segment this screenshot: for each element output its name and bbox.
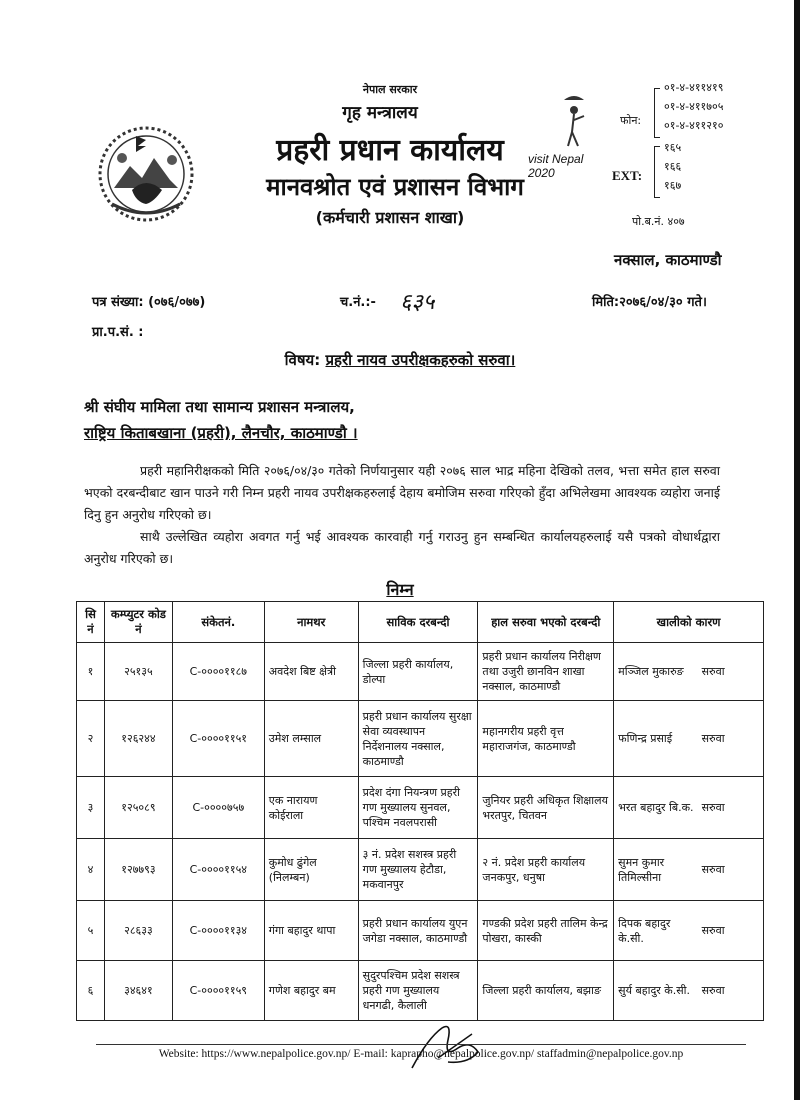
recipient-line: राष्ट्रिय किताबखाना (प्रहरी), लैनचौर, काठमाण्डौ । [84, 424, 358, 442]
cell-sn: ४ [77, 839, 105, 901]
visit-nepal-text: visit Nepal 2020 [528, 152, 584, 180]
previous-reference: प्रा.प.सं. : [92, 325, 144, 340]
column-header: हाल सरुवा भएको दरबन्दी [478, 602, 614, 643]
office-location: नक्साल, काठमाण्डौ [614, 251, 722, 269]
column-header: संकेतनं. [172, 602, 264, 643]
cell-sanket: C-००००११३४ [172, 901, 264, 961]
cell-vacancy-type: सरुवा [698, 643, 764, 701]
table-row [77, 701, 764, 777]
phone-number: ०१-४-४११२१० [664, 119, 724, 132]
cell-sanket: C-००००११८७ [172, 643, 264, 701]
cell-code: १२७७९३ [104, 839, 172, 901]
cell-sanket: C-००००७५७ [172, 777, 264, 839]
cell-code: २८६३३ [104, 901, 172, 961]
extension-number: १६६ [664, 160, 682, 173]
cell-name: गणेश बहादुर बम [264, 961, 358, 1021]
cell-current-post: २ नं. प्रदेश प्रहरी कार्यालय जनकपुर, धनुषा [478, 839, 614, 901]
subject-text: प्रहरी नायव उपरीक्षकहरुको सरुवा। [325, 351, 516, 369]
cell-vacancy-type: सरुवा [698, 901, 764, 961]
cell-code: २५१३५ [104, 643, 172, 701]
phone-number: ०१-४-४११४१९ [664, 81, 724, 94]
scan-edge [794, 0, 800, 1100]
ext-bracket [654, 146, 660, 198]
subject-label: विषय: [284, 351, 321, 369]
ministry-name: गृह मन्त्रालय [342, 103, 418, 123]
cell-current-post: जुनियर प्रहरी अधिकृत शिक्षालय भरतपुर, चितवन [478, 777, 614, 839]
cell-sanket: C-००००११५१ [172, 701, 264, 777]
letter-date: मिति:२०७६/०४/३० गते। [592, 295, 707, 310]
table-row [77, 777, 764, 839]
cell-sanket: C-००००११५४ [172, 839, 264, 901]
cell-vacancy-person: सुमन कुमार तिमिल्सीना [614, 839, 698, 901]
cell-vacancy-type: सरुवा [698, 839, 764, 901]
subject-line [0, 350, 800, 370]
po-box: पो.ब.नं. ४०७ [632, 215, 685, 228]
cell-vacancy-person: मञ्जिल मुकारुङ [614, 643, 698, 701]
footer-contact: Website: https://www.nepalpolice.gov.np/ E-mail: kaprapho@nepalpolice.gov.np/ staffadmin@nepalpolice.gov.np [158, 1048, 684, 1060]
cell-previous-post: सुदुरपश्चिम प्रदेश सशस्त्र प्रहरी गण मुख्यालय धनगढी, कैलाली [358, 961, 478, 1021]
column-header: सि नं [77, 602, 105, 643]
cell-name: कुमोध ढुंगेल (निलम्बन) [264, 839, 358, 901]
cell-sn: ६ [77, 961, 105, 1021]
cell-code: १२६२४४ [104, 701, 172, 777]
body-paragraph: प्रहरी महानिरीक्षकको मिति २०७६/०४/३० गतेको निर्णयानुसार यही २०७६ साल भाद्र महिना देखिको तलव, भत्ता समेत हाल सरुवा भएको दरबन्दीबाट खान पाउने गरी निम्न प्रहरी नायव उपरीक्षकहरुलाई देहाय बमोजिम सरुवा गरिएको हुँदा अभिलेखमा आवश्यक व्यहोरा जनाई दिनु हुन अनुरोध गरिएको छ। [84, 463, 720, 522]
cell-vacancy-type: सरुवा [698, 961, 764, 1021]
extension-list [664, 138, 681, 195]
cell-vacancy-person: भरत बहादुर बि.क. [614, 777, 698, 839]
table-row [77, 839, 764, 901]
phone-label: फोन: [620, 114, 642, 127]
table-row [77, 961, 764, 1021]
transfer-table [76, 601, 764, 1021]
cell-name: उमेश लम्साल [264, 701, 358, 777]
cell-code: १२५०८९ [104, 777, 172, 839]
branch-name: (कर्मचारी प्रशासन शाखा) [315, 208, 465, 227]
table-heading [0, 578, 800, 600]
cell-previous-post: प्रहरी प्रधान कार्यालय सुरक्षा सेवा व्यवस्थापन निर्देशनालय नक्साल, काठमाण्डौ [358, 701, 478, 777]
cell-previous-post: प्रदेश दंगा नियन्त्रण प्रहरी गण मुख्यालय सुनवल, पश्चिम नवलपरासी [358, 777, 478, 839]
dispatch-label: च.नं.:- [340, 295, 376, 310]
table-header-row [77, 602, 764, 643]
column-header: खालीको कारण [614, 602, 764, 643]
column-header: कम्प्युटर कोड नं [104, 602, 172, 643]
cell-sn: ५ [77, 901, 105, 961]
phone-bracket [654, 88, 660, 138]
phone-list [664, 78, 723, 135]
table-heading-text: निम्न [386, 580, 414, 599]
cell-sanket: C-००००११५९ [172, 961, 264, 1021]
table-row [77, 901, 764, 961]
recipient-line: श्री संघीय मामिला तथा सामान्य प्रशासन मन्त्रालय, [84, 398, 355, 416]
cell-sn: ३ [77, 777, 105, 839]
cell-vacancy-type: सरुवा [698, 701, 764, 777]
cell-name: एक नारायण कोईराला [264, 777, 358, 839]
country-name: नेपाल सरकार [362, 83, 418, 96]
nepal-emblem-icon [92, 118, 200, 230]
cell-vacancy-person: सुर्य बहादुर के.सी. [614, 961, 698, 1021]
department-name: मानवश्रोत एवं प्रशासन विभाग [266, 173, 524, 201]
cell-name: गंगा बहादुर थापा [264, 901, 358, 961]
cell-vacancy-type: सरुवा [698, 777, 764, 839]
cell-current-post: गण्डकी प्रदेश प्रहरी तालिम केन्द्र पोखरा, कास्की [478, 901, 614, 961]
cell-previous-post: जिल्ला प्रहरी कार्यालय, डोल्पा [358, 643, 478, 701]
cell-current-post: जिल्ला प्रहरी कार्यालय, बझाङ [478, 961, 614, 1021]
cell-previous-post: प्रहरी प्रधान कार्यालय युएन जगेडा नक्साल, काठमाण्डौ [358, 901, 478, 961]
extension-number: १६७ [664, 179, 682, 192]
office-name: प्रहरी प्रधान कार्यालय [276, 133, 504, 168]
column-header: साविक दरबन्दी [358, 602, 478, 643]
cell-current-post: महानगरीय प्रहरी वृत्त महाराजगंज, काठमाण्डौ [478, 701, 614, 777]
cell-name: अवदेश बिष्ट क्षेत्री [264, 643, 358, 701]
reference-number: पत्र संख्या: (०७६/०७७) [92, 295, 206, 310]
signature-icon [408, 1018, 488, 1074]
table-row [77, 643, 764, 701]
body-paragraph: साथै उल्लेखित व्यहोरा अवगत गर्नु भई आवश्यक कारवाही गर्नु गराउनु हुन सम्बन्धित कार्यालयहरुलाई यसै पत्रको वोधार्थद्वारा अनुरोध गरिएको छ। [84, 529, 720, 566]
ext-label: EXT: [612, 168, 643, 183]
column-header: नामथर [264, 602, 358, 643]
cell-sn: २ [77, 701, 105, 777]
recipient-address [84, 394, 358, 446]
cell-vacancy-person: दिपक बहादुर के.सी. [614, 901, 698, 961]
cell-previous-post: ३ नं. प्रदेश सशस्त्र प्रहरी गण मुख्यालय हेटौडा, मकवानपुर [358, 839, 478, 901]
dispatch-number: ६३५ [400, 290, 435, 315]
extension-number: १६५ [664, 141, 682, 154]
cell-current-post: प्रहरी प्रधान कार्यालय निरीक्षण तथा उजुरी छानविन शाखा नक्साल, काठमाण्डौ [478, 643, 614, 701]
cell-vacancy-person: फणिन्द्र प्रसाई [614, 701, 698, 777]
footer-divider [96, 1044, 746, 1045]
cell-code: ३४६४१ [104, 961, 172, 1021]
cell-sn: १ [77, 643, 105, 701]
phone-number: ०१-४-४११७०५ [664, 100, 724, 113]
